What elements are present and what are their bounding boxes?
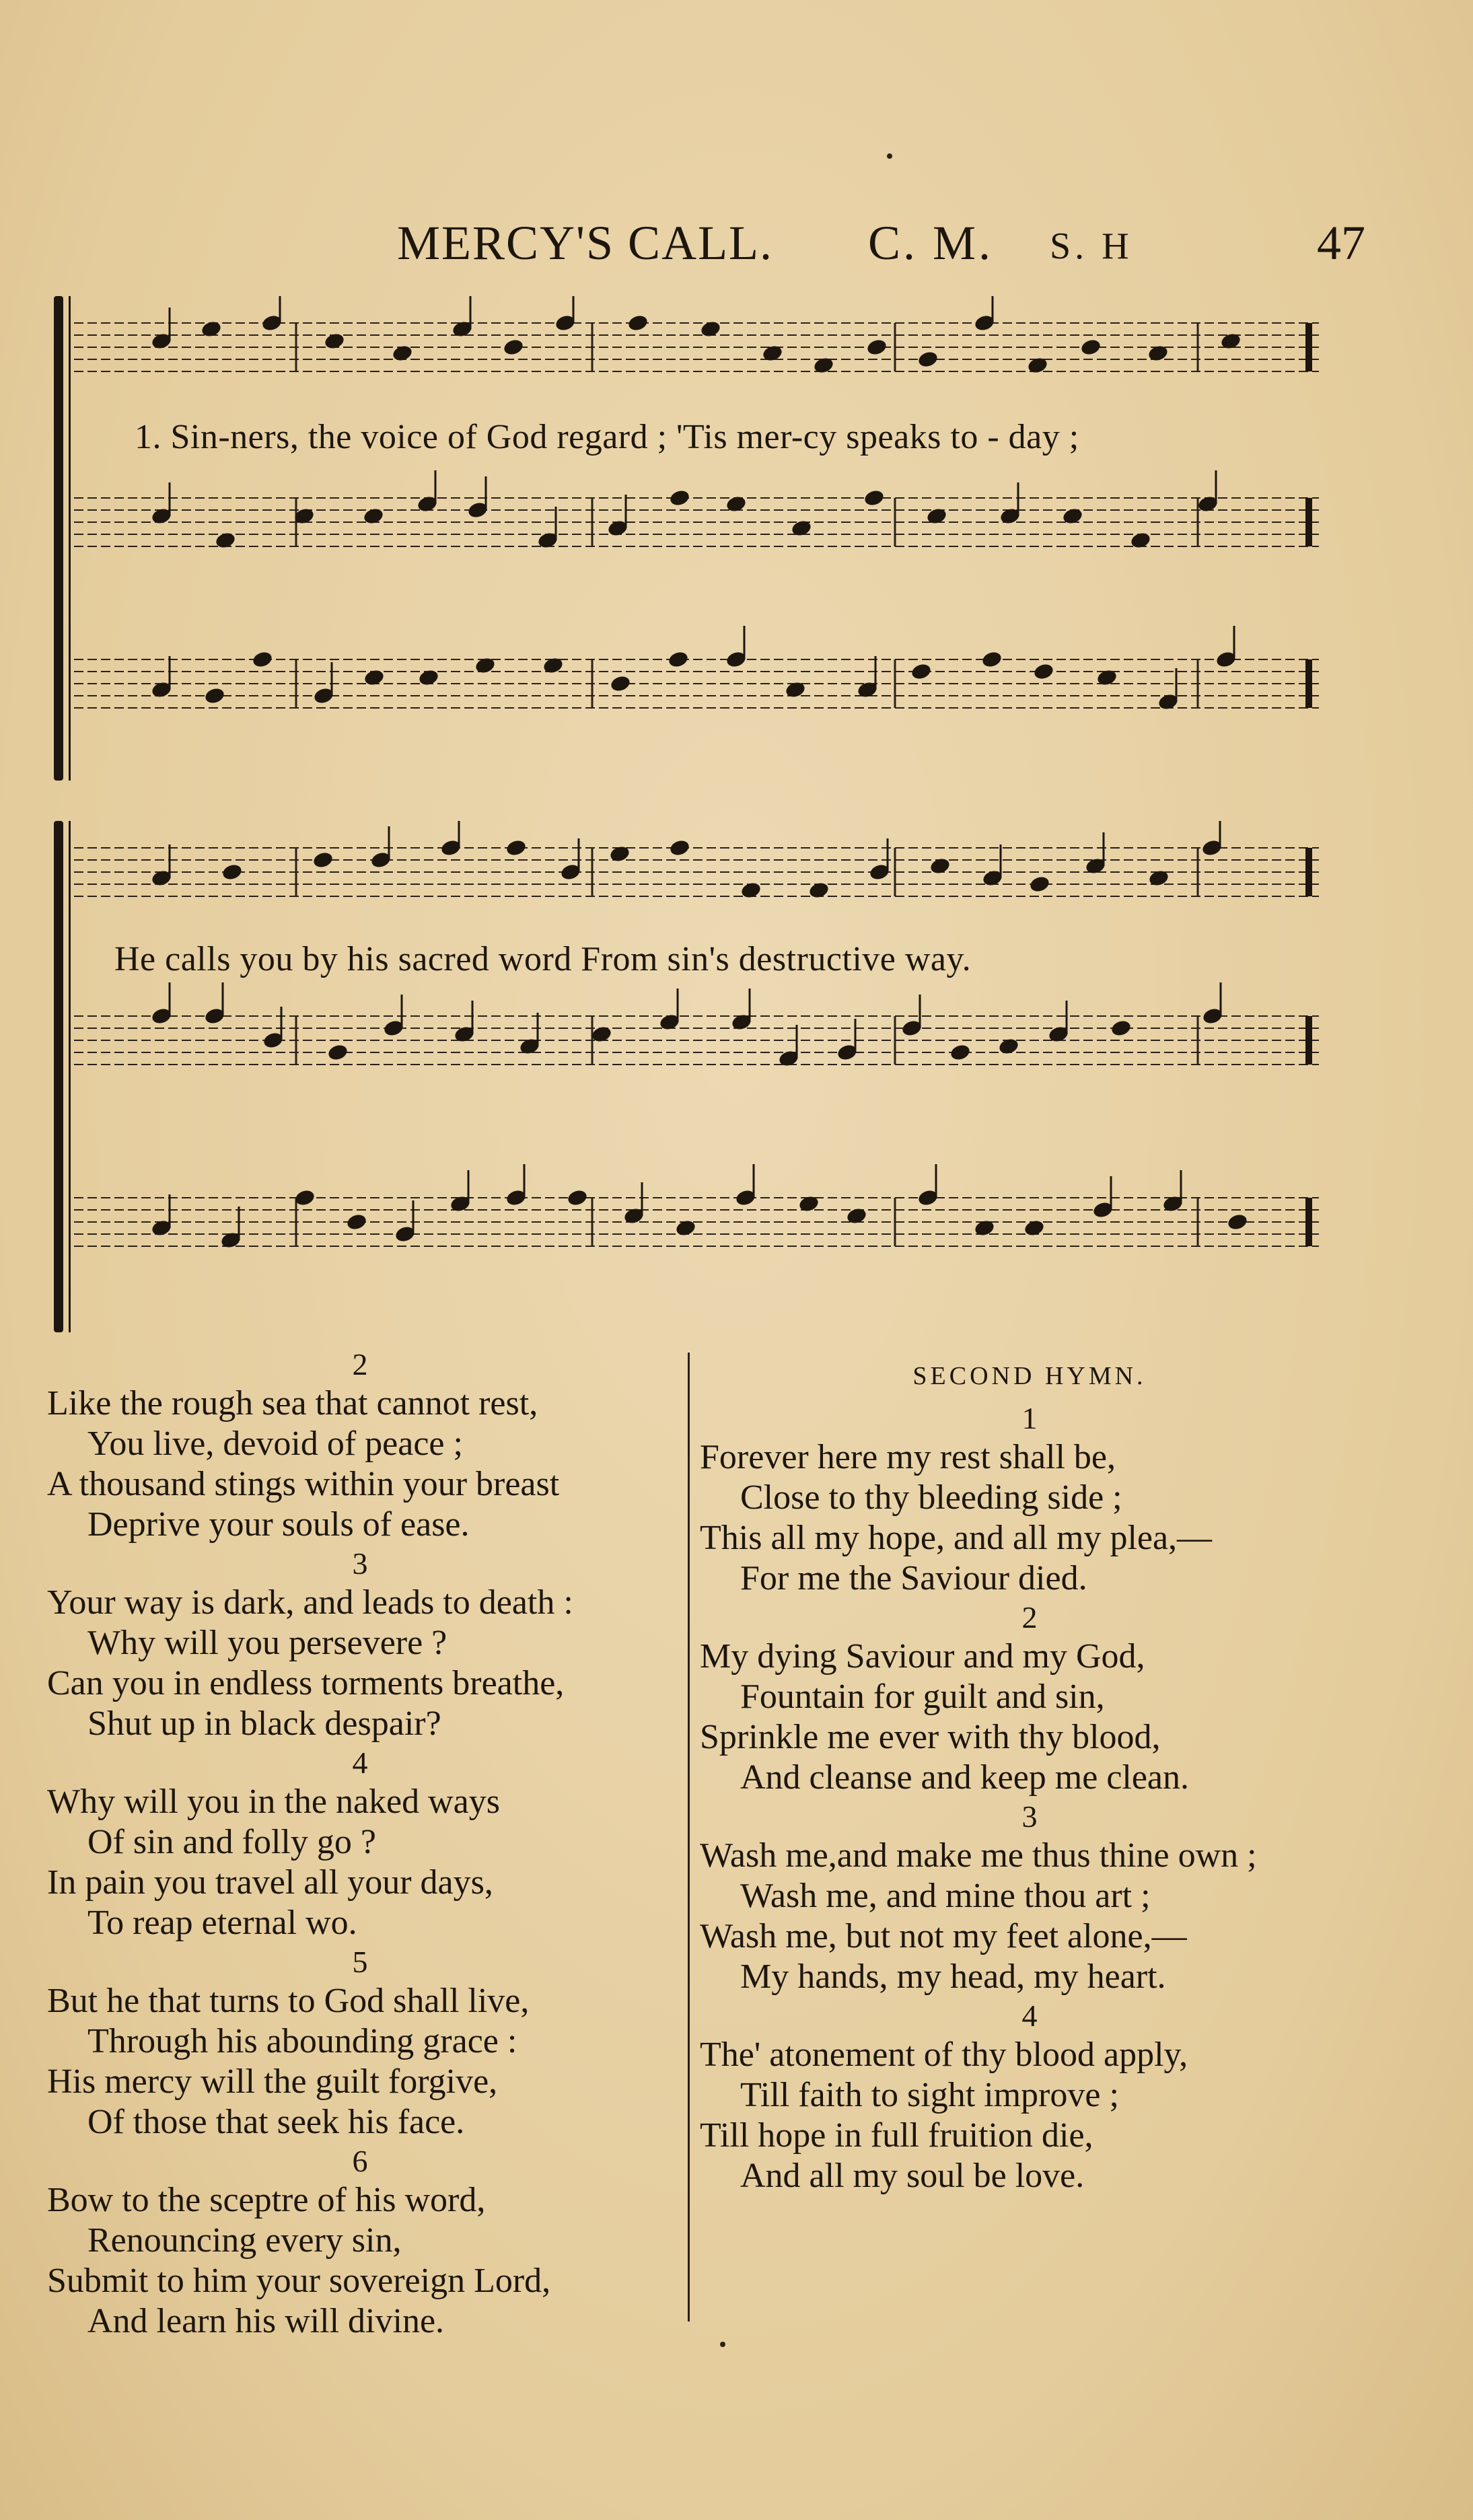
verse-line: Deprive your souls of ease. — [87, 1505, 470, 1544]
composer-initials: S. H — [1050, 225, 1133, 267]
stanza-number: 2 — [1021, 1600, 1038, 1634]
verse-line: My hands, my head, my heart. — [740, 1957, 1166, 1996]
verse-line: Sprinkle me ever with thy blood, — [700, 1718, 1161, 1756]
verse-line: But he that turns to God shall live, — [47, 1982, 530, 2020]
note-head — [566, 1188, 588, 1207]
verse-line: You live, devoid of peace ; — [87, 1425, 463, 1463]
page-number: 47 — [1317, 216, 1365, 270]
system-bracket — [54, 821, 63, 1332]
note-head — [917, 350, 939, 369]
note-head — [668, 838, 690, 857]
final-barline — [1305, 1198, 1312, 1246]
final-barline — [1305, 498, 1312, 546]
verse-line: In pain you travel all your days, — [47, 1863, 493, 1902]
verse-line: Till faith to sight improve ; — [740, 2076, 1119, 2114]
note-head — [326, 1043, 349, 1062]
verse-line: For me the Saviour died. — [740, 1559, 1087, 1597]
stanza — [47, 2143, 673, 2342]
verse-line: Wash me, but not my feet alone,— — [700, 1917, 1187, 1955]
note-head — [1028, 875, 1050, 894]
verse-line: And all my soul be love. — [740, 2157, 1085, 2195]
note-head — [863, 489, 885, 507]
verse-line: And learn his will divine. — [87, 2302, 445, 2340]
stanza — [700, 1599, 1359, 1798]
note-head — [1079, 338, 1102, 357]
note-head — [1226, 1213, 1248, 1231]
final-barline — [1305, 659, 1312, 708]
system-barline — [69, 296, 71, 781]
note-head — [980, 650, 1003, 669]
verse-line: Till hope in full fruition die, — [700, 2116, 1093, 2155]
final-barline — [1305, 323, 1312, 371]
verse-line: His mercy will the guilt forgive, — [47, 2062, 498, 2101]
note-head — [929, 857, 951, 875]
stanza-number: 3 — [352, 1546, 368, 1581]
verse-line: Your way is dark, and leads to death : — [47, 1583, 573, 1622]
stanza — [47, 1943, 673, 2143]
verse-line: Wash me, and mine thou art ; — [740, 1877, 1151, 1915]
column-divider — [688, 1353, 690, 2321]
verse-line: And cleanse and keep me clean. — [740, 1758, 1190, 1797]
verse-line: Of sin and folly go ? — [87, 1823, 376, 1861]
final-barline — [1305, 1016, 1312, 1065]
note-head — [502, 338, 524, 357]
note-head — [949, 1043, 971, 1062]
stanza — [700, 1997, 1359, 2196]
stanza — [700, 1798, 1359, 1997]
note-head — [363, 668, 385, 687]
hymn-meter: C. M. — [868, 216, 994, 270]
note-head — [667, 650, 689, 669]
note-head — [505, 838, 527, 857]
verse-line: Fountain for guilt and sin, — [740, 1678, 1105, 1716]
stanza-number: 4 — [1021, 1999, 1038, 2033]
stanza-number: 6 — [352, 2144, 368, 2178]
stanza-number: 5 — [352, 1945, 368, 1979]
system-barline — [69, 821, 71, 1332]
lyric-line-2: He calls you by his sacred word From sin's destructive way. — [114, 940, 972, 978]
verse-line: Of those that seek his face. — [87, 2103, 465, 2141]
verse-line: The' atonement of thy blood apply, — [700, 2036, 1188, 2074]
verse-line: Renouncing every sin, — [87, 2221, 402, 2260]
note-head — [345, 1213, 367, 1231]
verses-right-column — [700, 1346, 1359, 2196]
stanza — [47, 1545, 673, 1744]
verse-line: Like the rough sea that cannot rest, — [47, 1384, 538, 1423]
stanza-number: 2 — [352, 1347, 368, 1381]
page-header — [397, 215, 1365, 276]
verse-line: Shut up in black despair? — [87, 1704, 441, 1743]
note-head — [740, 881, 762, 900]
print-speck — [887, 153, 892, 159]
lyric-line-1: 1. Sin-ners, the voice of God regard ; 'Tis mer-cy speaks to - day ; — [135, 418, 1079, 456]
verse-line: To reap eternal wo. — [87, 1904, 357, 1942]
stanza — [47, 1346, 673, 1545]
note-head — [1110, 1019, 1132, 1038]
print-speck — [720, 2342, 725, 2347]
music-system-1 — [54, 296, 1332, 781]
verse-line: Wash me,and make me thus thine own ; — [700, 1836, 1257, 1875]
verse-line: Why will you in the naked ways — [47, 1783, 500, 1821]
verse-line: Forever here my rest shall be, — [700, 1438, 1116, 1476]
music-staves-2 — [74, 821, 1332, 1332]
verses-left-column — [47, 1346, 673, 2342]
verse-line: Submit to him your sovereign Lord, — [47, 2262, 551, 2300]
note-head — [203, 686, 225, 705]
second-hymn-heading: SECOND HYMN. — [912, 1362, 1147, 1390]
verse-line: This all my hope, and all my plea,— — [700, 1519, 1213, 1557]
note-head — [865, 338, 888, 357]
note-head — [807, 881, 830, 900]
note-head — [323, 332, 345, 351]
verse-line: Close to thy bleeding side ; — [740, 1478, 1122, 1517]
stanza-number: 1 — [1021, 1401, 1038, 1435]
note-head — [1032, 662, 1054, 681]
verse-line: Bow to the sceptre of his word, — [47, 2181, 486, 2219]
note-head — [391, 344, 413, 363]
system-bracket — [54, 296, 63, 781]
verse-line: Through his abounding grace : — [87, 2022, 517, 2060]
note-head — [910, 662, 932, 681]
note-head — [221, 863, 243, 881]
stanza-number: 4 — [352, 1745, 368, 1780]
note-head — [609, 674, 631, 693]
stanza — [700, 1400, 1359, 1599]
final-barline — [1305, 848, 1312, 896]
note-head — [312, 851, 334, 869]
music-system-2 — [54, 821, 1332, 1332]
stanza — [47, 1744, 673, 1943]
verse-line: Can you in endless torments breathe, — [47, 1664, 565, 1702]
verse-line: A thousand stings within your breast — [47, 1465, 560, 1503]
note-head — [626, 314, 649, 332]
music-staves-1 — [74, 296, 1332, 781]
note-head — [668, 489, 690, 507]
stanza-number: 3 — [1021, 1799, 1038, 1834]
note-head — [417, 668, 439, 687]
hymn-title: MERCY'S CALL. — [397, 216, 774, 270]
verse-line: Why will you persevere ? — [87, 1624, 447, 1662]
note-head — [1023, 1219, 1045, 1237]
note-head — [251, 650, 273, 669]
verse-line: My dying Saviour and my God, — [700, 1637, 1145, 1676]
note-head — [699, 320, 721, 338]
